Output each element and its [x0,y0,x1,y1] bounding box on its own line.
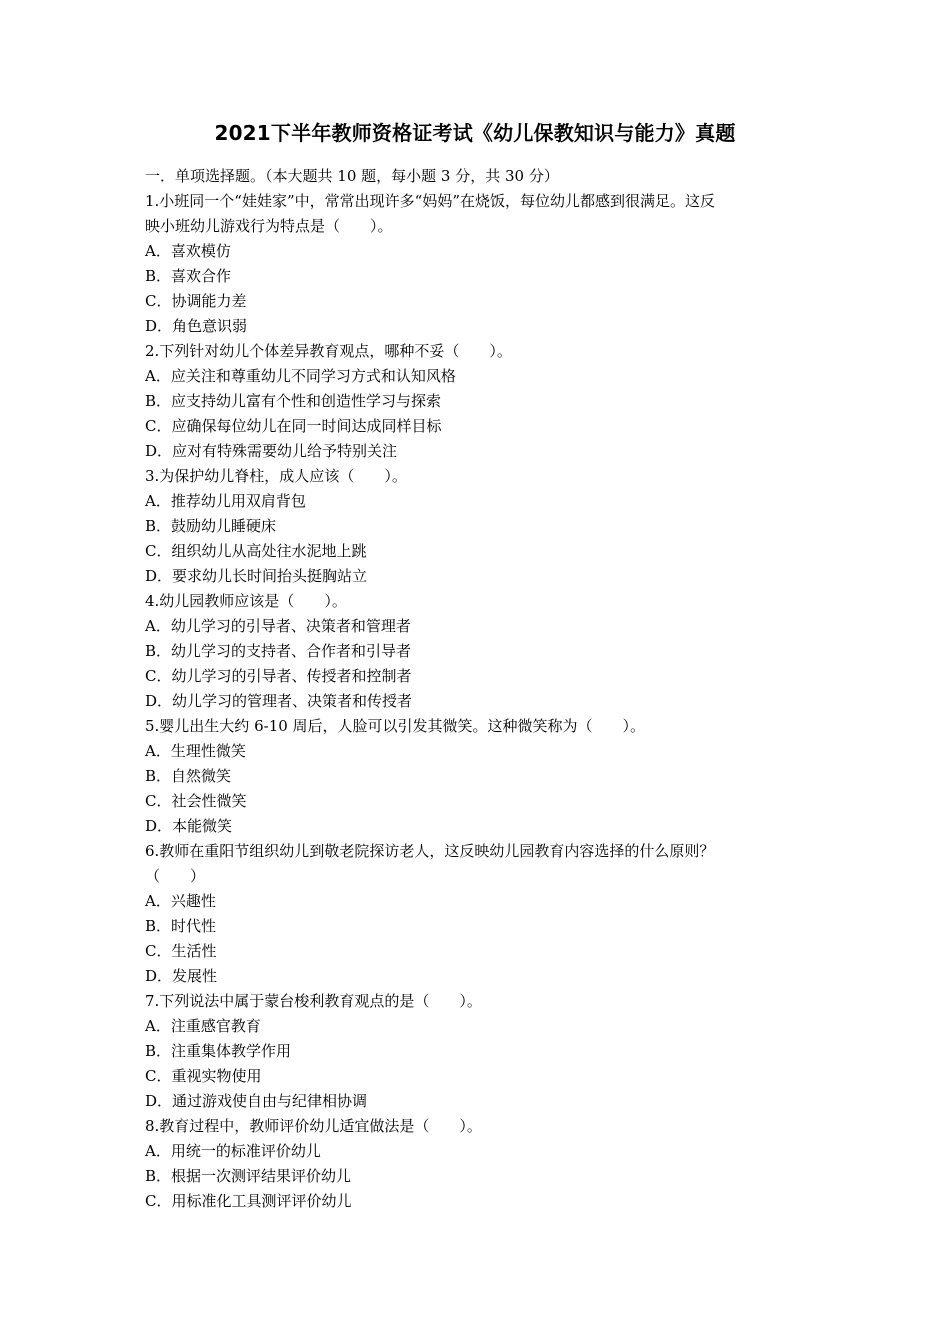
answer-option: A．注重感官教育 [145,1017,261,1035]
answer-option: D．角色意识弱 [145,317,248,335]
answer-option: B．喜欢合作 [145,267,232,285]
answer-option: D．应对有特殊需要幼儿给予特别关注 [145,442,398,460]
answer-option: A．用统一的标准评价幼儿 [145,1142,321,1160]
answer-option: C．社会性微笑 [145,792,247,810]
answer-option: C．协调能力差 [145,292,247,310]
answer-option: D．幼儿学习的管理者、决策者和传授者 [145,692,413,710]
question-text: 3.为保护幼儿脊柱，成人应该（ ）。 [145,467,407,485]
answer-option: A．幼儿学习的引导者、决策者和管理者 [145,617,411,635]
answer-option: B．自然微笑 [145,767,232,785]
answer-option: A．喜欢模仿 [145,242,231,260]
answer-option: C．生活性 [145,942,217,960]
question-text: 8.教育过程中，教师评价幼儿适宜做法是（ ）。 [145,1117,482,1135]
answer-option: A．推荐幼儿用双肩背包 [145,492,306,510]
answer-option: D．发展性 [145,967,218,985]
answer-option: B．幼儿学习的支持者、合作者和引导者 [145,642,412,660]
question-text: 2.下列针对幼儿个体差异教育观点，哪种不妥（ ）。 [145,342,512,360]
answer-option: D．本能微笑 [145,817,233,835]
question-text: （ ） [145,867,206,885]
question-text: 映小班幼儿游戏行为特点是（ ）。 [145,217,393,235]
answer-option: A．应关注和尊重幼儿不同学习方式和认知风格 [145,367,456,385]
answer-option: C．用标准化工具测评评价幼儿 [145,1192,352,1210]
question-text: 6.教师在重阳节组织幼儿到敬老院探访老人，这反映幼儿园教育内容选择的什么原则？ [145,842,715,860]
answer-option: B．注重集体教学作用 [145,1042,292,1060]
answer-option: C．重视实物使用 [145,1067,262,1085]
question-list [145,164,815,1214]
answer-option: D．通过游戏使自由与纪律相协调 [145,1092,368,1110]
answer-option: A．兴趣性 [145,892,216,910]
question-text: 4.幼儿园教师应该是（ ）。 [145,592,347,610]
answer-option: B．时代性 [145,917,217,935]
answer-option: C．应确保每位幼儿在同一时间达成同样目标 [145,417,442,435]
answer-option: A．生理性微笑 [145,742,246,760]
question-text: 1.小班同一个“娃娃家”中，常常出现许多“妈妈”在烧饭，每位幼儿都感到很满足。这反 [145,192,715,210]
answer-option: B．应支持幼儿富有个性和创造性学习与探索 [145,392,442,410]
answer-option: D．要求幼儿长时间抬头挺胸站立 [145,567,368,585]
answer-option: B．根据一次测评结果评价幼儿 [145,1167,352,1185]
answer-option: C．幼儿学习的引导者、传授者和控制者 [145,667,412,685]
document-title: 2021下半年教师资格证考试《幼儿保教知识与能力》真题 [214,121,736,145]
answer-option: B．鼓励幼儿睡硬床 [145,517,277,535]
answer-option: C．组织幼儿从高处往水泥地上跳 [145,542,367,560]
question-text: 5.婴儿出生大约 6-10 周后，人脸可以引发其微笑。这种微笑称为（ ）。 [145,717,646,735]
section-heading: 一．单项选择题。（本大题共 10 题，每小题 3 分，共 30 分） [145,167,559,185]
question-text: 7.下列说法中属于蒙台梭利教育观点的是（ ）。 [145,992,482,1010]
